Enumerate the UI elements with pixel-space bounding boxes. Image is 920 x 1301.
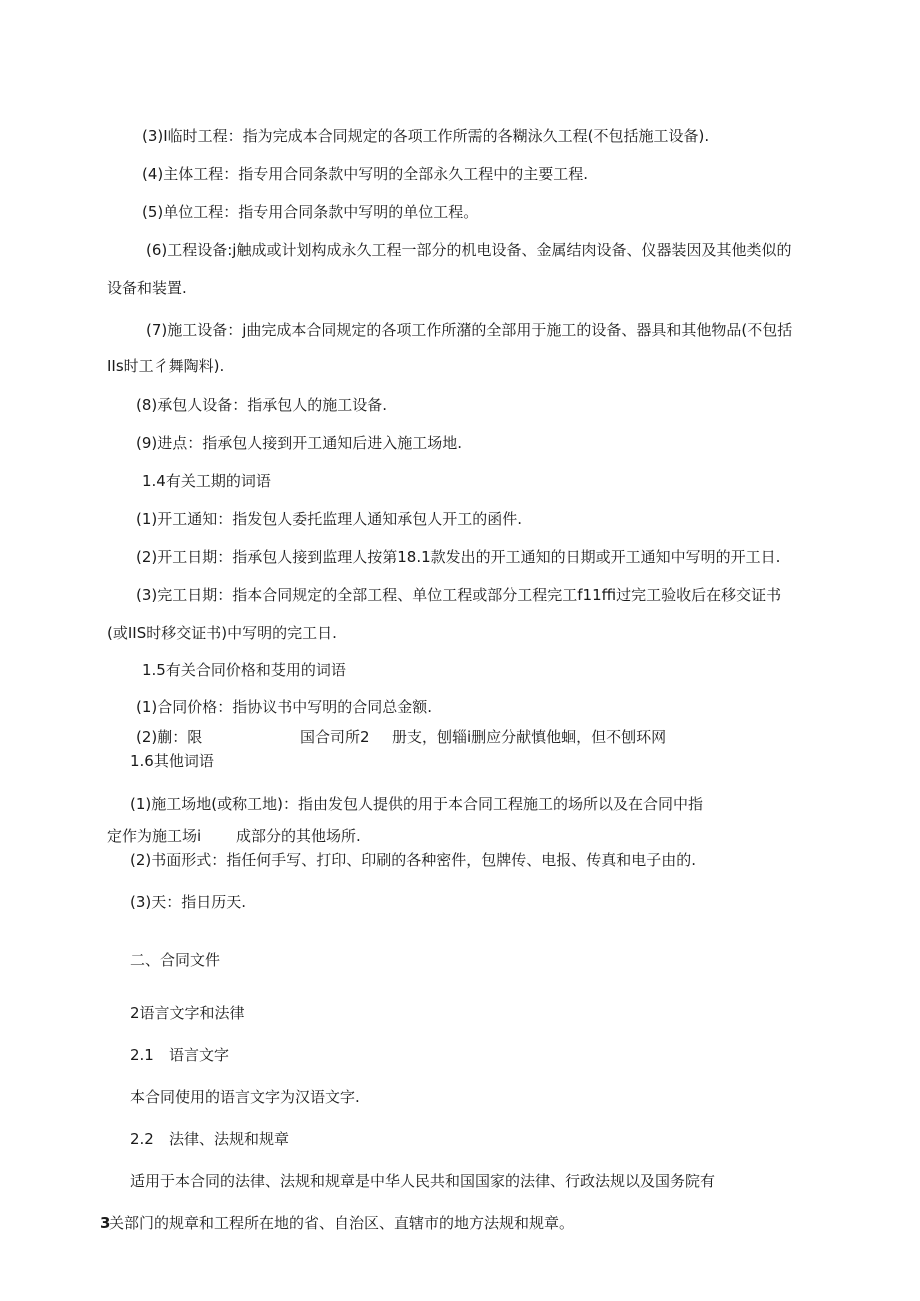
text-fragment: 册支，刨辎i删应分献慎他蛔，但不刨环网 (392, 728, 667, 746)
section-heading: 2语言文字和法律 (130, 1004, 245, 1022)
text-line: (或IIS时移交证书)中写明的完工日. (107, 624, 337, 642)
text-fragment: (2)蒯：限 (136, 728, 203, 746)
text-line: (2)开工日期：指承包人接到监理人按第18.1款发出的开工通知的日期或开工通知中写明的开工日. (136, 548, 781, 566)
text-line: (2)书面形式：指任何手写、打印、印刷的各种密件，包牌传、电报、传真和电子由的. (130, 851, 697, 869)
section-heading: 1.5有关合同价格和芟用的词语 (142, 661, 346, 679)
text-fragment: 成部分的其他场所. (236, 827, 361, 845)
text-line: (8)承包人设备：指承包人的施工设备. (136, 396, 388, 414)
text-line: (1)合同价格：指协议书中写明的合同总金额. (136, 698, 433, 716)
text-line: 关部门的规章和工程所在地的省、自治区、直辖市的地方法规和规章。 (109, 1214, 575, 1232)
text-line: IIs时工彳舞陶料). (107, 357, 225, 375)
text-fragment: 国合司所2 (300, 728, 370, 746)
text-line: (3)天：指日历天. (130, 893, 247, 911)
text-line: (6)工程设备:j触成或计划构成永久工程一部分的机电设备、金属结肉设备、仪器装因及其他类似的 (146, 241, 792, 259)
text-line: 设备和装置. (107, 279, 187, 297)
section-heading: 1.6其他词语 (130, 752, 214, 770)
section-number: 2.2 (130, 1130, 154, 1148)
text-line: (4)主体工程：指专用合同条款中写明的全部永久工程中的主要工程. (142, 165, 589, 183)
text-line: (5)单位工程：指专用合同条款中写明的单位工程。 (142, 203, 479, 221)
text-line: (7)施工设备：j曲完成本合同规定的各项工作所潴的全部用于施工的设备、器具和其他物品(不包括 (146, 321, 793, 339)
section-heading: 1.4有关工期的词语 (142, 472, 271, 490)
section-number: 2.1 (130, 1046, 154, 1064)
text-line: (3)I临时工程：指为完成本合同规定的各项工作所需的各糊泳久工程(不包括施工设备). (142, 127, 710, 145)
page-number: 3 (100, 1214, 111, 1232)
text-line: (3)完工日期：指本合同规定的全部工程、单位工程或部分工程完工f11ffi过完工验收后在移交证书 (136, 586, 782, 604)
section-title: 语言文字 (169, 1046, 230, 1064)
text-line: 本合同使用的语言文字为汉语文字. (130, 1088, 360, 1106)
text-fragment: 定作为施工场i (107, 827, 202, 845)
chapter-heading: 二、合同文件 (130, 951, 221, 969)
text-line: (1)施工场地(或称工地)：指由发包人提供的用于本合同工程施工的场所以及在合同中指 (130, 795, 703, 813)
text-line: (1)开工通知：指发包人委托监理人通知承包人开工的函件. (136, 510, 523, 528)
section-title: 法律、法规和规章 (169, 1130, 290, 1148)
text-line: 适用于本合同的法律、法规和规章是中华人民共和国国家的法律、行政法规以及国务院有 (130, 1172, 716, 1190)
text-line: (9)进点：指承包人接到开工通知后进入施工场地. (136, 434, 463, 452)
